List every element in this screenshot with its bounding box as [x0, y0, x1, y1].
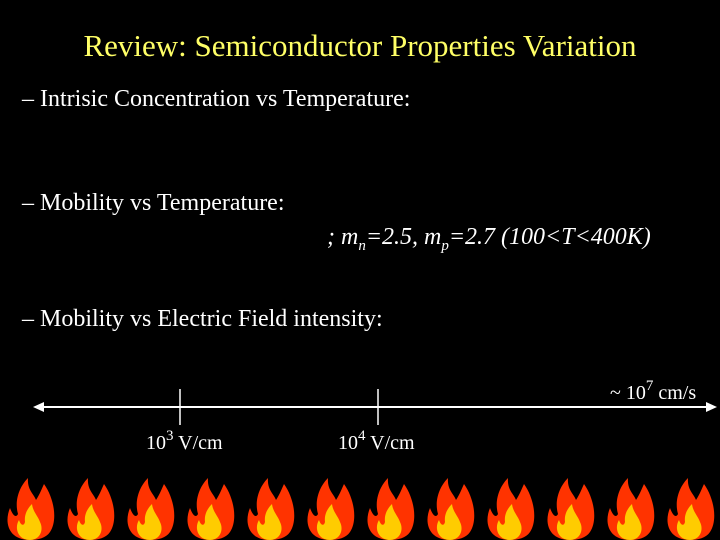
formula-n-subscript: n — [358, 238, 366, 254]
flame-icon — [247, 478, 294, 540]
flame-icon — [187, 478, 234, 540]
flame-icon — [367, 478, 414, 540]
axis-left-arrowhead — [33, 402, 44, 412]
formula-prefix: ; m — [327, 224, 359, 250]
tick-unit: V/cm — [173, 432, 223, 454]
bullet-dash: – — [22, 86, 34, 112]
flame-icon — [487, 478, 534, 540]
flame-icon — [547, 478, 594, 540]
flame-icon — [307, 478, 354, 540]
flame-icon — [7, 478, 54, 540]
tick-exponent: 3 — [166, 428, 174, 444]
tick-unit: V/cm — [365, 432, 415, 454]
tick-label-1000 — [146, 428, 223, 455]
bullet-mobility-temperature — [22, 190, 285, 217]
bullet-dash: – — [22, 306, 34, 332]
tick-exponent: 4 — [358, 428, 366, 444]
flames-decoration — [0, 478, 720, 540]
tick-label-10000 — [338, 428, 415, 455]
flame-icon — [67, 478, 114, 540]
flame-icon — [427, 478, 474, 540]
saturation-velocity-label — [610, 378, 696, 405]
bullet-intrinsic-concentration — [22, 86, 410, 113]
velocity-prefix: ~ 10 — [610, 382, 646, 404]
mobility-temperature-formula — [327, 224, 651, 255]
velocity-unit: cm/s — [653, 382, 697, 404]
bullet-text: Mobility vs Electric Field intensity: — [40, 306, 383, 332]
axis-right-arrowhead — [706, 402, 717, 412]
flame-icon — [127, 478, 174, 540]
tick-base: 10 — [146, 432, 166, 454]
formula-p-value: =2.7 (100<T<400K) — [448, 224, 651, 250]
velocity-exponent: 7 — [645, 378, 654, 394]
bullet-text: Intrisic Concentration vs Temperature: — [40, 86, 411, 112]
formula-p-subscript: p — [441, 238, 449, 254]
slide-title: Review: Semiconductor Properties Variation — [83, 28, 637, 63]
formula-n-value: =2.5, m — [365, 224, 442, 250]
tick-base: 10 — [338, 432, 358, 454]
bullet-text: Mobility vs Temperature: — [40, 190, 285, 216]
bullet-dash: – — [22, 190, 34, 216]
bullet-mobility-field — [22, 306, 383, 333]
flame-icon — [667, 478, 714, 540]
flame-icon — [607, 478, 654, 540]
